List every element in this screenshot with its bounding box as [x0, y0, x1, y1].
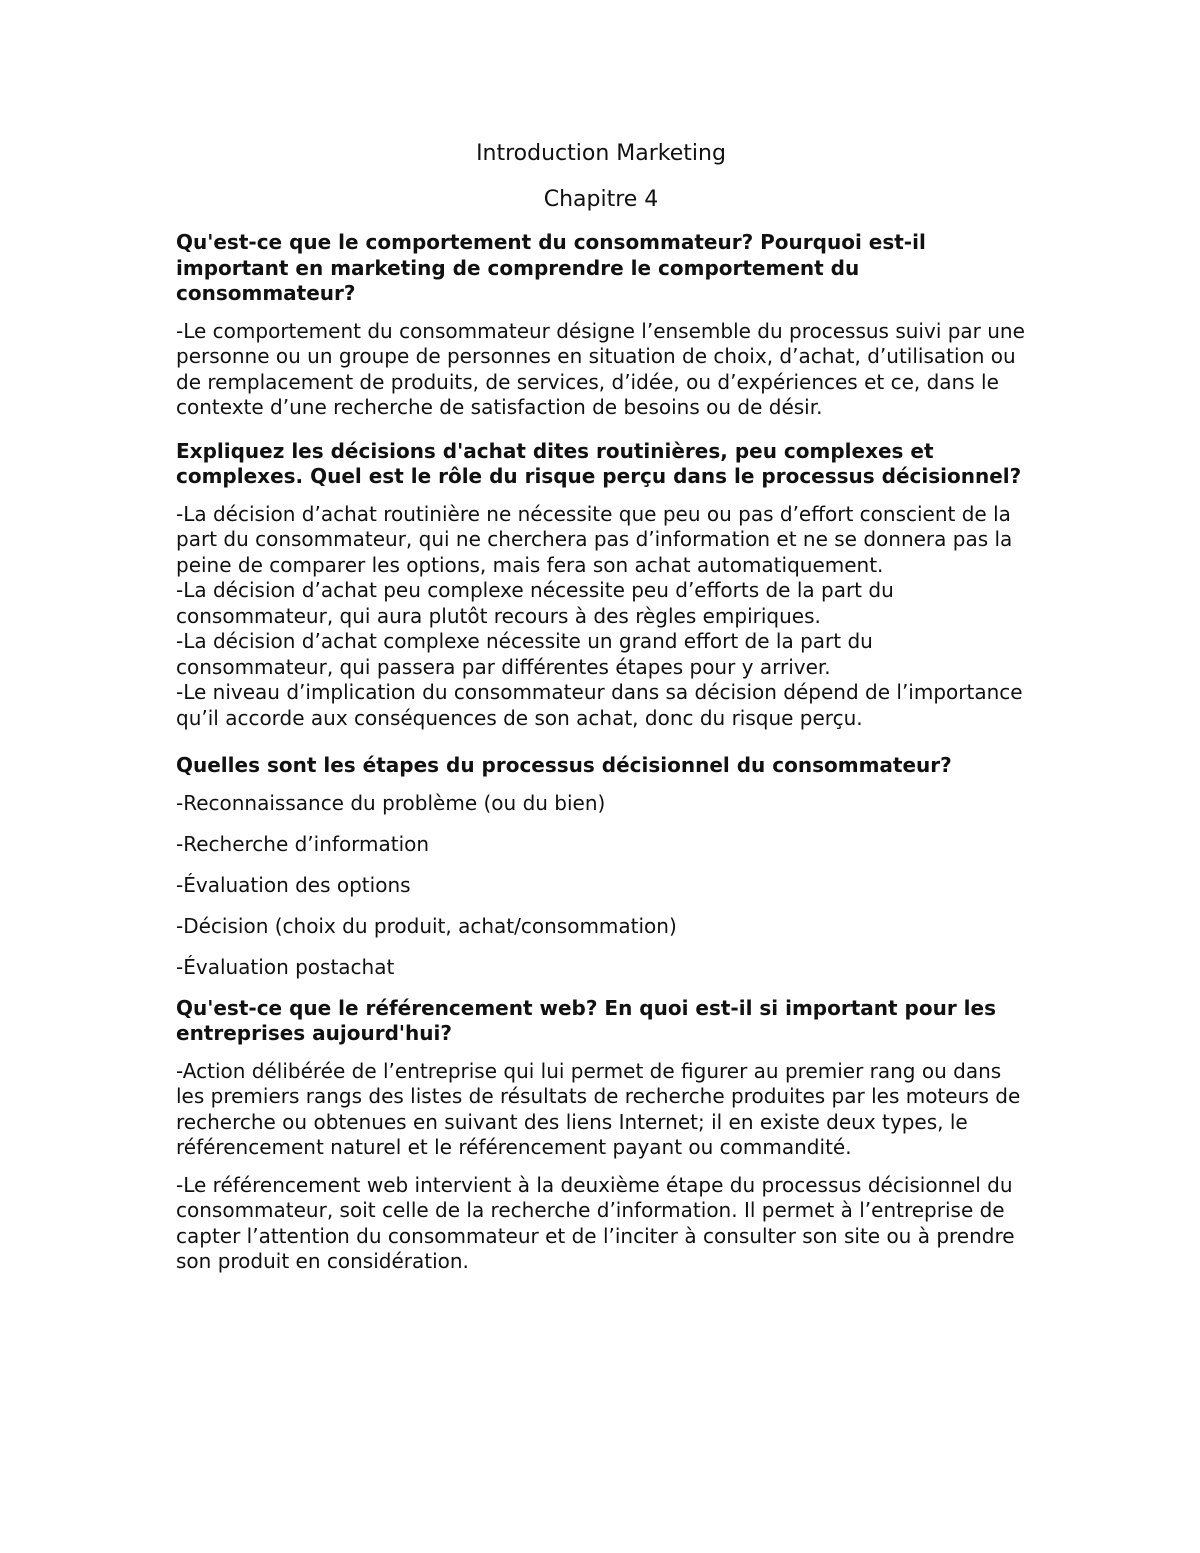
answer-1: -Le comportement du consommateur désigne l’ensemble du processus suivi par une personne ou un groupe de personnes en situation de choix, d’achat, d’utilisation ou de remplacement de produits, de services, d’idée, ou d’expériences et ce, dans le contexte d’une recherche de satisfaction de besoins ou de désir. — [176, 318, 1025, 419]
question-2: Expliquez les décisions d'achat dites routinières, peu complexes et complexes. Quel est le rôle du risque perçu dans le processus décisionnel? — [176, 438, 1022, 488]
document-page — [176, 138, 1026, 1287]
answer-2-line-4: -Le niveau d’implication du consommateur dans sa décision dépend de l’importance qu’il accorde aux conséquences de son achat, donc du risque perçu. — [176, 680, 1023, 730]
question-4: Qu'est-ce que le référencement web? En quoi est-il si important pour les entreprises aujourd'hui? — [176, 995, 996, 1045]
document-title: Introduction Marketing — [476, 141, 726, 166]
step-3: -Évaluation des options — [176, 872, 411, 897]
question-3: Quelles sont les étapes du processus décisionnel du consommateur? — [176, 753, 952, 777]
step-2: -Recherche d’information — [176, 831, 430, 856]
answer-2-line-2: -La décision d’achat peu complexe nécessite peu d’efforts de la part du consommateur, qui aura plutôt recours à des règles empiriques. — [176, 578, 894, 628]
step-1: -Reconnaissance du problème (ou du bien) — [176, 790, 606, 815]
step-4: -Décision (choix du produit, achat/consommation) — [176, 913, 677, 938]
chapter-title: Chapitre 4 — [543, 187, 659, 212]
step-5: -Évaluation postachat — [176, 954, 395, 979]
answer-2-line-1: -La décision d’achat routinière ne nécessite que peu ou pas d’effort conscient de la part du consommateur, qui ne cherchera pas d’information et ne se donnera pas la peine de comparer les options, mais fera son achat automatiquement. — [176, 501, 1013, 577]
question-1: Qu'est-ce que le comportement du consommateur? Pourquoi est-il important en marketing de comprendre le comportement du consommateur? — [176, 230, 926, 305]
answer-2-block — [176, 502, 1026, 732]
answer-4-2: -Le référencement web intervient à la deuxième étape du processus décisionnel du consommateur, soit celle de la recherche d’information. Il permet à l’entreprise de capter l’attention du consommateur et de l’inciter à consulter son site ou à prendre son produit en considération. — [176, 1172, 1015, 1273]
answer-2-line-3: -La décision d’achat complexe nécessite un grand effort de la part du consommateur, qui passera par différentes étapes pour y arriver. — [176, 629, 873, 679]
answer-4-1: -Action délibérée de l’entreprise qui lui permet de figurer au premier rang ou dans les premiers rangs des listes de résultats de recherche produites par les moteurs de recherche ou obtenues en suivant des liens Internet; il en existe deux types, le référencement naturel et le référencement payant ou commandité. — [176, 1058, 1021, 1159]
